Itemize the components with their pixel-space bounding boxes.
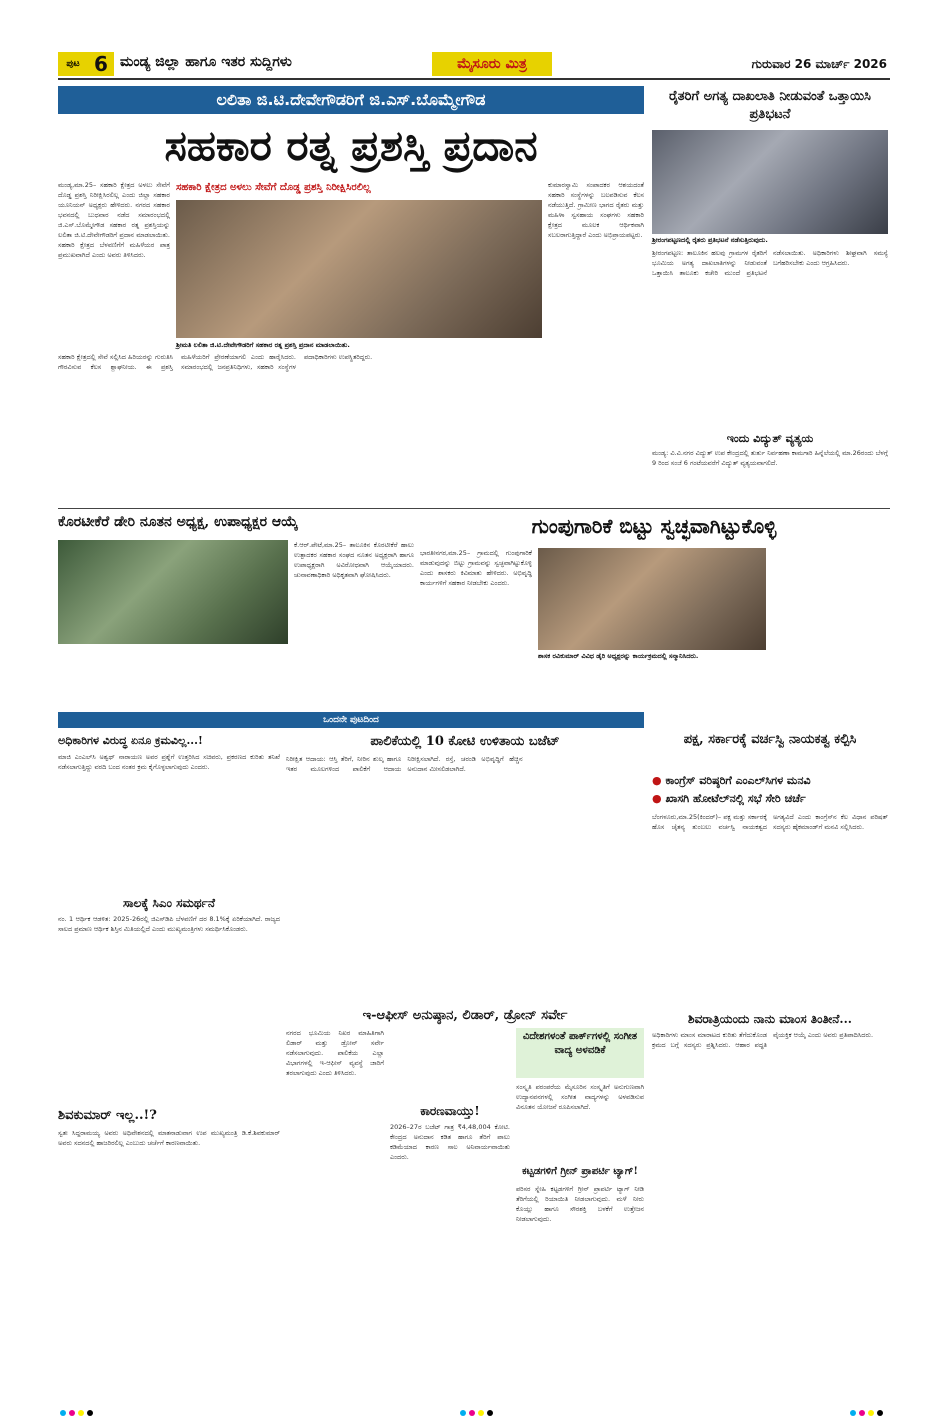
lead-body-left: ಮಂಡ್ಯ,ಮಾ.25– ಸಹಕಾರಿ ಕ್ಷೇತ್ರದ ಅಳಲು ಸೇವೆಗೆ ದೊಡ್ಡ ಪ್ರಶಸ್ತಿ ನಿರೀಕ್ಷಿಸಿರಲಿಲ್ಲ ಎಂದು ಜಿಲ್ಲಾ ಸಹಕಾರ ಯೂನಿಯನ್ ಅಧ್ಯಕ್ಷರು ಹೇಳಿದರು. ನಗರದ ಸಹಕಾರ ಭವನದಲ್ಲಿ ಬುಧವಾರ ನಡೆದ ಸಮಾರಂಭದಲ್ಲಿ ಜಿ.ಎಸ್.ಬೊಮ್ಮೇಗೌಡ ಸಹಕಾರ ರತ್ನ ಪ್ರಶಸ್ತಿಯನ್ನು ಲಲಿತಾ ಜಿ.ಟಿ.ದೇವೇಗೌಡರಿಗೆ ಪ್ರದಾನ ಮಾಡಲಾಯಿತು. ಸಹಕಾರಿ ಕ್ಷೇತ್ರದ ಬೆಳವಣಿಗೆಗೆ ಮಹಿಳೆಯರ ಪಾತ್ರ ಪ್ರಮುಖವಾಗಿದೆ ಎಂದು ಅವರು ತಿಳಿಸಿದರು.: [58, 181, 170, 259]
budget-headline: ಪಾಲಿಕೆಯಲ್ಲಿ 10 ಕೋಟಿ ಉಳಿತಾಯ ಬಜೆಟ್: [370, 734, 560, 749]
bullet-dot-icon: ●: [652, 792, 666, 805]
dairy-headline: ಕೊರಟೀಕೆರೆ ಡೇರಿ ನೂತನ ಅಧ್ಯಕ್ಷ, ಉಪಾಧ್ಯಕ್ಷರ ಆಯ್ಕೆ: [58, 514, 299, 530]
protest-photo: [652, 130, 888, 234]
power-cut-body: ಮಂಡ್ಯ: ವಿ.ವಿ.ನಗರ ವಿದ್ಯುತ್ ಉಪ ಕೇಂದ್ರದಲ್ಲಿ ತುರ್ತು ನಿರ್ವಹಣಾ ಕಾಮಗಾರಿ ಹಿನ್ನೆಲೆಯಲ್ಲಿ ಮಾ.26ರಂದು ಬೆಳಗ್ಗೆ 9 ರಿಂದ ಸಂಜೆ 6 ಗಂಟೆಯವರೆಗೆ ವಿದ್ಯುತ್ ವ್ಯತ್ಯಯವಾಗಲಿದೆ.: [652, 449, 888, 467]
page-number: 6: [88, 52, 114, 76]
protest-photo-caption: ಶ್ರೀರಂಗಪಟ್ಟಣದಲ್ಲಿ ರೈತರು ಪ್ರತಿಭಟನೆ ನಡೆಸುತ್ತಿರುವುದು.: [652, 236, 768, 244]
newspaper-name: ಮೈಸೂರು ಮಿತ್ರ: [432, 52, 552, 76]
party-headline: ಪಕ್ಷ, ಸರ್ಕಾರಕ್ಕೆ ವರ್ಚಸ್ವಿ ನಾಯಕತ್ವ ಕಲ್ಪಿಸಿ: [683, 732, 857, 747]
green-tag-headline: ಕಟ್ಟಡಗಳಿಗೆ ಗ್ರೀನ್ ಪ್ರಾಪರ್ಟಿ ಟ್ಯಾಗ್!: [522, 1166, 638, 1177]
lead-photo: [176, 200, 542, 338]
registration-marks: [60, 1410, 93, 1416]
protest-headline: ರೈತರಿಗೆ ಅಗತ್ಯ ದಾಖಲಾತಿ ನೀಡುವಂತೆ ಒತ್ತಾಯಿಸಿ ಪ್ರತಿಭಟನೆ: [669, 89, 871, 122]
officials-headline: ಅಧಿಕಾರಿಗಳ ವಿರುದ್ಧ ಏನೂ ಕ್ರಮವಿಲ್ಲ...!: [58, 734, 203, 747]
party-bullet-2-text: ಖಾಸಗಿ ಹೋಟೆಲ್‌ನಲ್ಲಿ ಸಭೆ ಸೇರಿ ಚರ್ಚೆ: [665, 792, 806, 805]
shivakumar-headline: ಶಿವಕುಮಾರ್ ಇಲ್ಲ..!?: [58, 1108, 157, 1123]
meat-body: ಅಧಿಕಾರಿಗಳು ಮಾಂಸ ಮಾರಾಟದ ಕುರಿತು ತೆಗೆದುಕೊಂಡ ಕ್ರಮದ ಬಗ್ಗೆ ಸದಸ್ಯರು ಪ್ರಶ್ನಿಸಿದರು. ಆಹಾರ ಪದ್ಧತಿ ವೈಯಕ್ತಿಕ ಆಯ್ಕೆ ಎಂದು ಅವರು ಪ್ರತಿಪಾದಿಸಿದರು.: [652, 1031, 874, 1049]
dairy-photo: [58, 540, 288, 644]
dairy-body: ಕೆ.ಆರ್.ಪೇಟೆ,ಮಾ.25– ತಾಲೂಕಿನ ಕೊರಟೀಕೆರೆ ಹಾಲು ಉತ್ಪಾದಕರ ಸಹಕಾರ ಸಂಘದ ನೂತನ ಅಧ್ಯಕ್ಷರಾಗಿ ಹಾಗೂ ಉಪಾಧ್ಯಕ್ಷರಾಗಿ ಅವಿರೋಧವಾಗಿ ಆಯ್ಕೆಯಾದರು. ಚುನಾವಣಾಧಿಕಾರಿ ಅಧಿಕೃತವಾಗಿ ಘೋಷಿಸಿದರು.: [294, 541, 414, 579]
lead-headline: ಸಹಕಾರ ರತ್ನ ಪ್ರಶಸ್ತಿ ಪ್ರದಾನ: [164, 121, 538, 170]
budget-body: ನಿರೀಕ್ಷಿತ ಆದಾಯ: ಆಸ್ತಿ ತೆರಿಗೆ, ನೀರಿನ ಶುಲ್ಕ ಹಾಗೂ ಇತರ ಮೂಲಗಳಿಂದ ಪಾಲಿಕೆಗೆ ಆದಾಯ ನಿರೀಕ್ಷಿಸಲಾಗಿದೆ. ರಸ್ತೆ, ಚರಂಡಿ ಅಭಿವೃದ್ಧಿಗೆ ಹೆಚ್ಚಿನ ಅನುದಾನ ಮೀಸಲಿಡಲಾಗಿದೆ.: [286, 755, 523, 773]
protest-body: ಶ್ರೀರಂಗಪಟ್ಟಣ: ತಾಲೂಕಿನ ಹಲವು ಗ್ರಾಮಗಳ ರೈತರಿಗೆ ಭೂಮಿಯ ಅಗತ್ಯ ದಾಖಲಾತಿಗಳನ್ನು ನೀಡುವಂತೆ ಒತ್ತಾಯಿಸಿ ತಾಲೂಕು ಕಚೇರಿ ಮುಂದೆ ಪ್ರತಿಭಟನೆ ನಡೆಸಲಾಯಿತು. ಅಧಿಕಾರಿಗಳು ಶೀಘ್ರವಾಗಿ ಸಮಸ್ಯೆ ಬಗೆಹರಿಸಬೇಕು ಎಂದು ಆಗ್ರಹಿಸಿದರು.: [652, 249, 888, 277]
shivakumar-body: ಸ್ವತಃ ಸಿದ್ದರಾಮಯ್ಯ ಅವರು ಅಧಿವೇಶನದಲ್ಲಿ ಮಾತನಾಡುವಾಗ ಉಪ ಮುಖ್ಯಮಂತ್ರಿ ಡಿ.ಕೆ.ಶಿವಕುಮಾರ್ ಅವರು ಸದನದಲ್ಲಿ ಹಾಜರಿರಲಿಲ್ಲ ಎಂಬುದು ಚರ್ಚೆಗೆ ಕಾರಣವಾಯಿತು.: [58, 1129, 280, 1147]
divider: [58, 508, 890, 509]
lead-kicker: ಲಲಿತಾ ಜಿ.ಟಿ.ದೇವೇಗೌಡರಿಗೆ ಜಿ.ಎಸ್.ಬೊಮ್ಮೇಗೌಡ: [58, 86, 644, 114]
clean-photo: [538, 548, 766, 650]
parks-body: ಸಂಸ್ಕೃತಿ ಪರಂಪರೆಯ ಮೈಸೂರಿನ ಸಂಸ್ಕೃತಿಗೆ ಅನುಗುಣವಾಗಿ ಉದ್ಯಾನವನಗಳಲ್ಲಿ ಸಂಗೀತ ವಾದ್ಯಗಳನ್ನು ಅಳವಡಿಸುವ ವಿನೂತನ ಯೋಜನೆ ರೂಪಿಸಲಾಗಿದೆ.: [516, 1083, 644, 1111]
eoffice-body: ನಗರದ ಭೂಮಿಯ ನಿಖರ ಮಾಹಿತಿಗಾಗಿ ಲಿಡಾರ್ ಮತ್ತು ಡ್ರೋನ್ ಸರ್ವೇ ನಡೆಸಲಾಗುವುದು. ಪಾಲಿಕೆಯ ಎಲ್ಲಾ ವಿಭಾಗಗಳಲ್ಲಿ ಇ-ಆಫೀಸ್ ವ್ಯವಸ್ಥೆ ಜಾರಿಗೆ ತರಲಾಗುವುದು ಎಂದು ತಿಳಿಸಿದರು.: [286, 1029, 384, 1077]
reason-headline: ಕಾರಣವಾಯ್ತು!: [420, 1104, 480, 1118]
issue-date: ಗುರುವಾರ 26 ಮಾರ್ಚ್ 2026: [751, 57, 887, 71]
party-bullet-1-text: ಕಾಂಗ್ರೆಸ್ ವರಿಷ್ಠರಿಗೆ ಎಂಎಲ್‌ಸಿಗಳ ಮನವಿ: [665, 774, 811, 787]
party-bullet-1: [652, 774, 888, 788]
lead-body-bottom: ಸಹಕಾರಿ ಕ್ಷೇತ್ರದಲ್ಲಿ ಸೇವೆ ಸಲ್ಲಿಸಿದ ಹಿರಿಯರನ್ನು ಗುರುತಿಸಿ ಗೌರವಿಸುವ ಕೆಲಸ ಶ್ಲಾಘನೀಯ. ಈ ಪ್ರಶಸ್ತಿ ಮಹಿಳೆಯರಿಗೆ ಪ್ರೇರಣೆಯಾಗಲಿ ಎಂದು ಹಾರೈಸಿದರು. ಸಮಾರಂಭದಲ್ಲಿ ಜನಪ್ರತಿನಿಧಿಗಳು, ಸಹಕಾರಿ ಸಂಸ್ಥೆಗಳ ಪದಾಧಿಕಾರಿಗಳು ಉಪಸ್ಥಿತರಿದ್ದರು.: [58, 353, 373, 371]
officials-body: ಮಾಜಿ ಎಂಎಲ್‌ಸಿ ಅಶ್ವಥ್ ನಾರಾಯಣ ಅವರ ಪ್ರಶ್ನೆಗೆ ಉತ್ತರಿಸಿದ ಸಚಿವರು, ಪ್ರಕರಣದ ಕುರಿತು ತನಿಖೆ ನಡೆಸಲಾಗುತ್ತಿದ್ದು ವರದಿ ಬಂದ ನಂತರ ಕ್ರಮ ಕೈಗೊಳ್ಳಲಾಗುವುದು ಎಂದರು.: [58, 753, 280, 771]
clean-body: ಭಾರತೀನಗರ,ಮಾ.25– ಗ್ರಾಮದಲ್ಲಿ ಗುಂಪುಗಾರಿಕೆ ಮಾಡುವುದನ್ನು ಬಿಟ್ಟು ಗ್ರಾಮವನ್ನು ಸ್ವಚ್ಛವಾಗಿಟ್ಟುಕೊಳ್ಳಿ ಎಂದು ಶಾಸಕರು ಕಿವಿಮಾತು ಹೇಳಿದರು. ಅಭಿವೃದ್ಧಿ ಕಾರ್ಯಗಳಿಗೆ ಸಹಕಾರ ನೀಡಬೇಕು ಎಂದರು.: [420, 549, 532, 587]
registration-marks: [850, 1410, 883, 1416]
loan-body: ನಂ. 1 ಆರ್ಥಿಕ ಆಡಳಿತ: 2025-26ರಲ್ಲಿ ಜಿಎಸ್‌ಡಿಪಿ ಬೆಳವಣಿಗೆ ದರ 8.1%ಕ್ಕೆ ಏರಿಕೆಯಾಗಿದೆ. ರಾಜ್ಯದ ಸಾಲದ ಪ್ರಮಾಣ ಆರ್ಥಿಕ ಶಿಸ್ತಿನ ಮಿತಿಯಲ್ಲಿದೆ ಎಂದು ಮುಖ್ಯಮಂತ್ರಿಗಳು ಸಮರ್ಥಿಸಿಕೊಂಡರು.: [58, 915, 280, 933]
dairy-body-cont: [58, 648, 288, 706]
parks-headline: ವಿದೇಶಗಳಂತೆ ಪಾರ್ಕ್‌ಗಳಲ್ಲಿ ಸಂಗೀತ ವಾದ್ಯ ಅಳವಡಿಕೆ: [522, 1031, 638, 1056]
eoffice-headline: ಇ-ಆಫೀಸ್ ಅನುಷ್ಠಾನ, ಲಿಡಾರ್, ಡ್ರೋನ್ ಸರ್ವೇ: [362, 1008, 568, 1023]
party-body: ಬೆಂಗಳೂರು,ಮಾ.25(ಕಿಂದರ್)– ಪಕ್ಷ ಮತ್ತು ಸರ್ಕಾರಕ್ಕೆ ಹೊಸ ಚೈತನ್ಯ ತುಂಬಲು ವರ್ಚಸ್ವಿ ನಾಯಕತ್ವದ ಅಗತ್ಯವಿದೆ ಎಂದು ಕಾಂಗ್ರೆಸ್‌ನ ಕೆಲ ವಿಧಾನ ಪರಿಷತ್ ಸದಸ್ಯರು ಹೈಕಮಾಂಡ್‌ಗೆ ಮನವಿ ಸಲ್ಲಿಸಿದರು.: [652, 813, 888, 831]
page-label: ಪುಟ: [58, 52, 88, 76]
continued-banner: ಒಂದನೇ ಪುಟದಿಂದ: [58, 712, 644, 728]
section-title: ಮಂಡ್ಯ ಜಿಲ್ಲಾ ಹಾಗೂ ಇತರ ಸುದ್ದಿಗಳು: [120, 54, 292, 70]
registration-marks: [460, 1410, 493, 1416]
bullet-dot-icon: ●: [652, 774, 666, 787]
lead-photo-caption: ಶ್ರೀಮತಿ ಲಲಿತಾ ಜಿ.ಟಿ.ದೇವೇಗೌಡರಿಗೆ ಸಹಕಾರ ರತ್ನ ಪ್ರಶಸ್ತಿ ಪ್ರದಾನ ಮಾಡಲಾಯಿತು.: [176, 341, 350, 349]
lead-subhead: ಸಹಕಾರಿ ಕ್ಷೇತ್ರದ ಅಳಲು ಸೇವೆಗೆ ದೊಡ್ಡ ಪ್ರಶಸ್ತಿ ನಿರೀಕ್ಷಿಸಿರಲಿಲ್ಲ: [176, 182, 371, 193]
reason-body: 2026–27ರ ಬಜೆಟ್ ಗಾತ್ರ ₹4,48,004 ಕೋಟಿ. ಕೇಂದ್ರದ ಅನುದಾನ ಕಡಿತ ಹಾಗೂ ತೆರಿಗೆ ಪಾಲು ಕಡಿಮೆಯಾದ ಕಾರಣ ಸಾಲ ಅನಿವಾರ್ಯವಾಯಿತು ಎಂದರು.: [390, 1123, 510, 1161]
power-cut-headline: ಇಂದು ವಿದ್ಯುತ್ ವ್ಯತ್ಯಯ: [726, 432, 814, 445]
party-bullet-2: [652, 792, 888, 806]
clean-headline: ಗುಂಪುಗಾರಿಕೆ ಬಿಟ್ಟು ಸ್ವಚ್ಛವಾಗಿಟ್ಟುಕೊಳ್ಳಿ: [531, 514, 777, 538]
lead-body-right: ಕುಮಾರಸ್ವಾಮಿ ಸಂಪಾದಕರ ಆಶಯದಂತೆ ಸಹಕಾರಿ ಸಂಸ್ಥೆಗಳನ್ನು ಬಲಪಡಿಸುವ ಕೆಲಸ ನಡೆಯುತ್ತಿದೆ. ಗ್ರಾಮೀಣ ಭಾಗದ ರೈತರು ಮತ್ತು ಮಹಿಳಾ ಸ್ವಸಹಾಯ ಸಂಘಗಳು ಸಹಕಾರಿ ಕ್ಷೇತ್ರದ ಮೂಲಕ ಆರ್ಥಿಕವಾಗಿ ಸಬಲರಾಗುತ್ತಿದ್ದಾರೆ ಎಂದು ಅಭಿಪ್ರಾಯಪಟ್ಟರು.: [548, 181, 644, 239]
clean-body-right: [772, 548, 888, 706]
meat-headline: ಶಿವರಾತ್ರಿಯಂದು ನಾನು ಮಾಂಸ ತಿಂತೀನೆ...: [688, 1012, 852, 1026]
loan-headline: ಸಾಲಕ್ಕೆ ಸಿಎಂ ಸಮರ್ಥನೆ: [122, 896, 216, 910]
clean-photo-caption: ಶಾಸಕ ರವಿಕುಮಾರ್ ವಿವಿಧ ಡೈರಿ ಅಧ್ಯಕ್ಷರನ್ನು ಕಾರ್ಯಕ್ರಮದಲ್ಲಿ ಸನ್ಮಾನಿಸಿದರು.: [538, 652, 699, 660]
green-tag-body: ಪರಿಸರ ಸ್ನೇಹಿ ಕಟ್ಟಡಗಳಿಗೆ ಗ್ರೀನ್ ಪ್ರಾಪರ್ಟಿ ಟ್ಯಾಗ್ ನೀಡಿ ತೆರಿಗೆಯಲ್ಲಿ ರಿಯಾಯಿತಿ ನೀಡಲಾಗುವುದು. ಮಳೆ ನೀರು ಕೊಯ್ಲು ಹಾಗೂ ಸೌರಶಕ್ತಿ ಬಳಕೆಗೆ ಉತ್ತೇಜನ ನೀಡಲಾಗುವುದು.: [516, 1185, 644, 1223]
